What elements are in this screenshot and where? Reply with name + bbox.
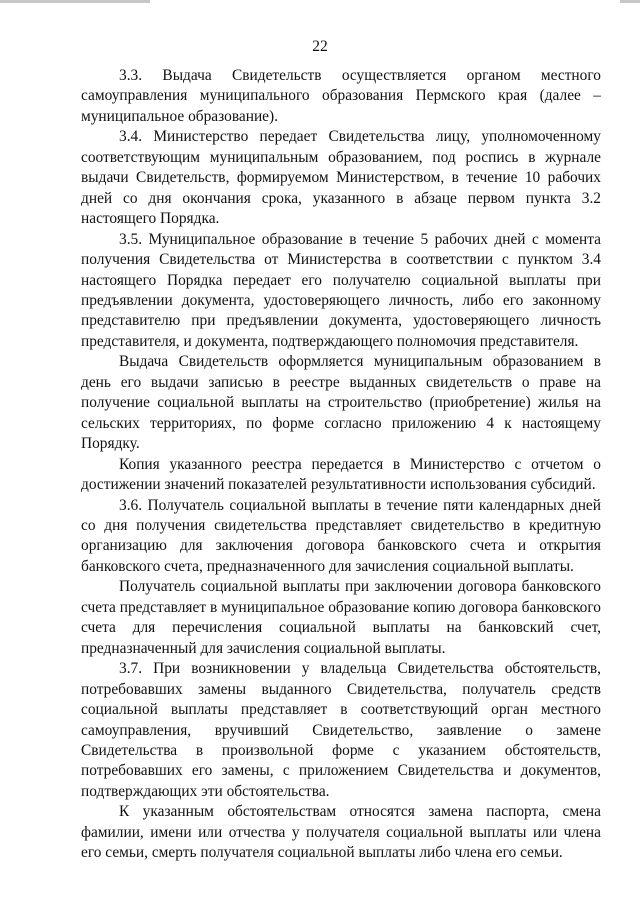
paragraph-3-5-issuance: Выдача Свидетельств оформляется муниципальным образованием в день его выдачи записью в реестре выданных свидетельств о праве на получение социальной выплаты на строительство (приобретение) жилья на сельских территориях, по форме согласно приложению 4 к настоящему Порядку. [81, 353, 601, 453]
paragraph-3-6-account: Получатель социальной выплаты при заключении договора банковского счета представляет в муниципальное образование копию договора банковского счета для перечисления социальной выплаты на банковский счет, предназначенный для зачисления социальной выплаты. [81, 578, 601, 657]
scan-edge-right [620, 0, 640, 3]
scan-edge-left [0, 0, 150, 3]
paragraph-3-7-circumstances: К указанным обстоятельствам относятся замена паспорта, смена фамилии, имени или отчества у получателя социальной выплаты или члена его семьи, смерть получателя социальной выплаты либо члена его семьи. [81, 803, 601, 862]
paragraph-3-5-register-copy: Копия указанного реестра передается в Министерство с отчетом о достижении значений показателей результативности использования субсидий. [81, 455, 601, 494]
paragraph-3-3: 3.3. Выдача Свидетельств осуществляется органом местного самоуправления муниципального образования Пермского края (далее – муниципальное образование). [81, 67, 601, 125]
paragraph-3-7: 3.7. При возникновении у владельца Свидетельства обстоятельств, потребовавших замены выданного Свидетельства, получатель средств социальной выплаты представляет в соответствующий орган местного самоуправления, вручивший Свидетельство, заявление о замене Свидетельства в произвольной форме с указанием обстоятельств, потребовавших его замены, с приложением Свидетельства и документов, подтверждающих эти обстоятельства. [81, 660, 601, 800]
paragraph-3-5: 3.5. Муниципальное образование в течение 5 рабочих дней с момента получения Свидетельства от Министерства в соответствии с пунктом 3.4 настоящего Порядка передает его получателю социальной выплаты при предъявлении документа, удостоверяющего личность, либо его законному представителю при предъявлении документа, удостоверяющего личность представителя, и документа, подтверждающего полномочия представителя. [81, 230, 601, 350]
paragraph-3-4: 3.4. Министерство передает Свидетельства лицу, уполномоченному соответствующим муниципальным образованием, под роспись в журнале выдачи Свидетельств, формируемом Министерством, в течение 10 рабочих дней со дня окончания срока, указанного в абзаце первом пункта 3.2 настоящего Порядка. [81, 128, 601, 228]
paragraph-3-6: 3.6. Получатель социальной выплаты в течение пяти календарных дней со дня получения свидетельства представляет свидетельство в кредитную организацию для заключения договора банковского счета и открытия банковского счета, предназначенного для зачисления социальной выплаты. [81, 496, 601, 575]
page-number: 22 [312, 38, 328, 55]
document-body [81, 66, 601, 864]
